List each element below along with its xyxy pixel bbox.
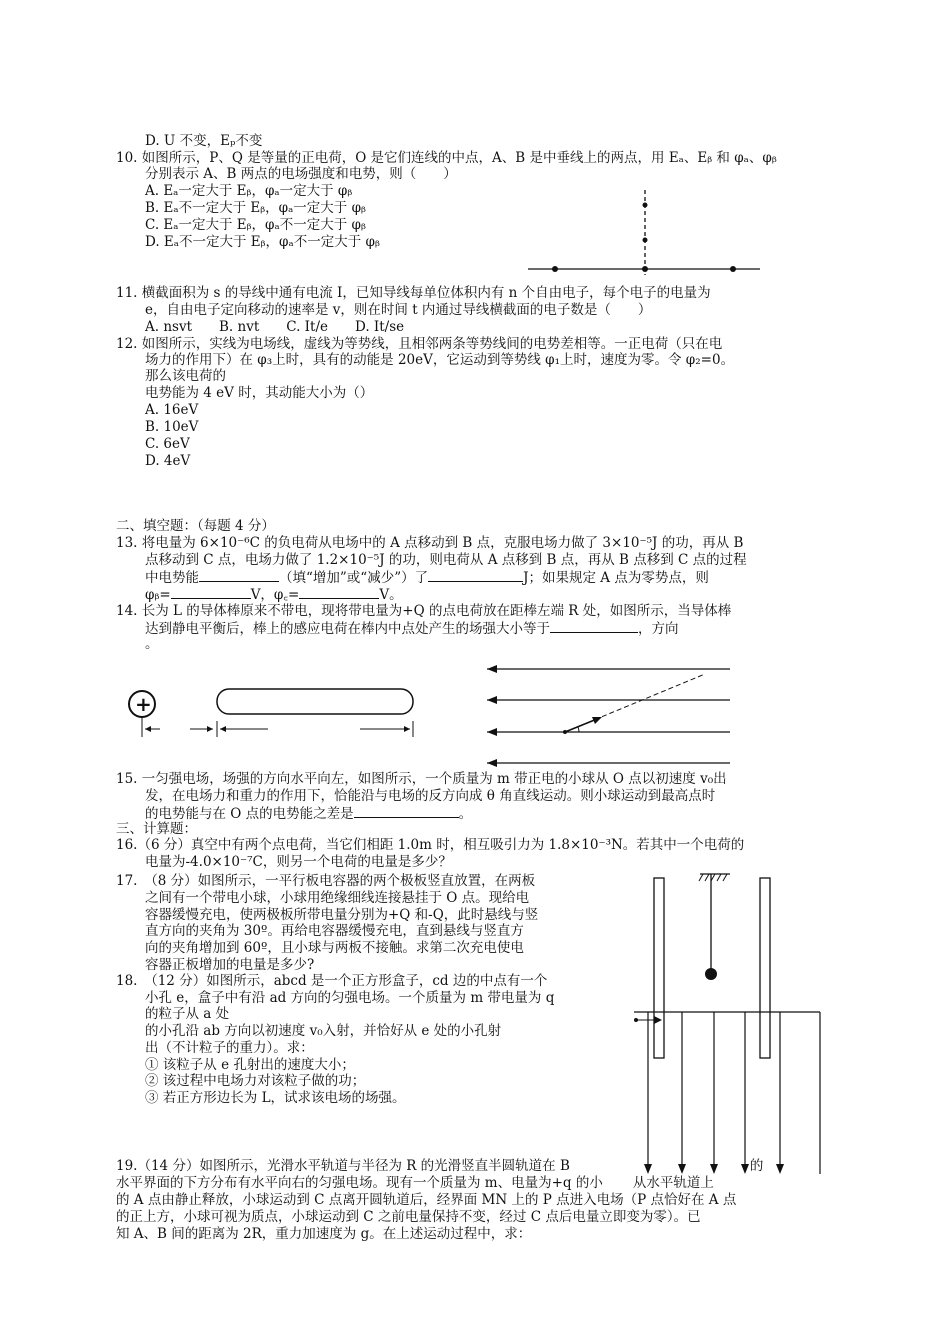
- q18-line4: 的小孔沿 ab 方向以初速度 v₀入射，并恰好从 e 处的小孔射: [145, 1023, 502, 1039]
- q13-text-c: J；如果规定 A 点为零势点，则: [523, 570, 709, 586]
- q17-line5: 向的夹角增加到 60º，且小球与两板不接触。求第二次充电使电: [145, 940, 524, 956]
- q12-stem-line3: 那么该电荷的: [145, 368, 226, 384]
- section-3-heading: 三、计算题：: [116, 821, 197, 837]
- q15-blank-energy-diff[interactable]: [354, 805, 459, 818]
- q10-stem-line2: 分别表示 A、B 两点的电场强度和电势，则（ ）: [145, 166, 457, 182]
- q10-option-a: A. Eₐ一定大于 Eᵦ，φₐ一定大于 φᵦ: [145, 183, 353, 199]
- ball-origin-o: [563, 730, 567, 734]
- q19-stem-line5: 知 A、B 间的距离为 2R，重力加速度为 g。在上述运动过程中，求：: [116, 1226, 532, 1242]
- point-charge-plus-label: +: [135, 692, 152, 716]
- q17-line1: 17. （8 分）如图所示，一平行板电容器的两个极板竖直放置，在两板: [116, 873, 536, 889]
- q18-line1: 18. （12 分）如图所示，abcd 是一个正方形盒子，cd 边的中点有一个: [116, 973, 548, 989]
- charge-q-dot: [730, 266, 736, 272]
- q14-stem-line3: 。: [145, 636, 159, 652]
- section-2-heading: 二、填空题：（每题 4 分）: [116, 518, 275, 534]
- q14-text-b: ，方向: [638, 621, 679, 637]
- q10-stem-line1: 10. 如图所示，P、Q 是等量的正电荷，O 是它们连线的中点，A、B 是中垂线上的两点，用 Eₐ、Eᵦ 和 φₐ、φᵦ: [116, 150, 777, 166]
- q11-options: A. nsvt B. nvt C. It/e D. It/se: [145, 319, 405, 335]
- q14-blank-field-strength[interactable]: [550, 620, 638, 633]
- q15-stem-line1: 15. 一匀强电场，场强的方向水平向左，如图所示，一个质量为 m 带正电的小球从 O 点以初速度 v₀出: [116, 771, 727, 787]
- q10-option-d: D. Eₐ不一定大于 Eᵦ，φₐ不一定大于 φᵦ: [145, 234, 380, 250]
- q14-text-a: 达到静电平衡后，棒上的感应电荷在棒内中点处产生的场强大小等于: [145, 621, 550, 637]
- q10-option-b: B. Eₐ不一定大于 Eᵦ，φₐ一定大于 φᵦ: [145, 200, 366, 216]
- q19-stem-line4: 的正上方，小球可视为质点，小球运动到 C 之前电量保持不变，经过 C 点后电量立即变为零）。已: [116, 1209, 701, 1225]
- q18-line6: ① 该粒子从 e 孔射出的速度大小；: [145, 1057, 355, 1073]
- q13-blank-phi-b[interactable]: [171, 586, 251, 599]
- q10-charges-figure: [520, 185, 770, 280]
- q17-line4: 直方向的夹角为 30º。再给电容器缓慢充电，直到悬线与竖直方: [145, 923, 524, 939]
- q12-option-c: C. 6eV: [145, 436, 190, 452]
- q12-stem-line2: 场力的作用下）在 φ₃上时，具有的动能是 20eV，它运动到等势线 φ₁上时，速度为零。令 φ₂=0。: [145, 352, 735, 368]
- q13-blank-phi-c[interactable]: [299, 586, 379, 599]
- q13-stem-line2: 点移动到 C 点，电场力做了 1.2×10⁻⁵J 的功，则电荷从 A 点移到 B 点，再从 B 点移到 C 点的过程: [145, 552, 747, 568]
- q13-blank-amount[interactable]: [428, 569, 523, 582]
- q18-line5: 出（不计粒子的重力）。求：: [145, 1040, 314, 1056]
- q13-blank-energy-change[interactable]: [199, 569, 279, 582]
- q19-stem-line2: [116, 1175, 714, 1191]
- q14-stem-line2: [145, 620, 679, 637]
- point-a-dot: [643, 203, 648, 208]
- q12-option-a: A. 16eV: [145, 402, 199, 418]
- charged-ball: [705, 968, 717, 980]
- q13-text-d: φᵦ=: [145, 587, 171, 603]
- capacitor-right-plate: [760, 878, 770, 1058]
- q17-q18-figure: [630, 870, 830, 1180]
- q17-line3: 容器缓慢充电，使两极板所带电量分别为+Q 和-Q，此时悬线与竖: [145, 907, 539, 923]
- q13-stem-line1: 13. 将电量为 6×10⁻⁶C 的负电荷从电场中的 A 点移动到 B 点，克服电场力做了 3×10⁻⁵J 的功，再从 B: [116, 535, 744, 551]
- midpoint-o-dot: [642, 266, 648, 272]
- conductor-rod: [217, 689, 413, 714]
- q12-stem-line1: 12. 如图所示，实线为电场线，虚线为等势线，且相邻两条等势线间的电势差相等。一正电荷（只在电: [116, 336, 723, 352]
- q13-text-a: 中电势能: [145, 570, 199, 586]
- q16-stem-line2: 电量为-4.0×10⁻⁷C，则另一个电荷的电量是多少？: [145, 854, 452, 870]
- q13-stem-line4: [145, 586, 403, 603]
- q10-option-c: C. Eₐ一定大于 Eᵦ，φₐ不一定大于 φᵦ: [145, 217, 366, 233]
- q14-rod-figure: [120, 685, 420, 745]
- q19-text-1b: 的: [749, 1158, 764, 1174]
- q18-line3: 的粒子从 a 处: [145, 1006, 230, 1022]
- q17-line2: 之间有一个带电小球，小球用绝缘细线连接悬挂于 O 点。现给电: [145, 890, 530, 906]
- q17-line6: 容器正板增加的电量是多少?: [145, 957, 315, 973]
- q13-text-b: （填“增加”或“减少”）了: [279, 570, 429, 586]
- q14-stem-line1: 14. 长为 L 的导体棒原来不带电，现将带电量为+Q 的点电荷放在距棒左端 R 处，如图所示，当导体棒: [116, 603, 732, 619]
- q19-text-2b: 从水平轨道上: [632, 1175, 714, 1191]
- q15-text-b: 。: [458, 806, 473, 822]
- q15-field-figure: [485, 660, 735, 770]
- q18-line7: ② 该过程中电场力对该粒子做的功；: [145, 1073, 366, 1089]
- q19-stem-line3: 的 A 点由静止释放，小球运动到 C 点离开圆轨道后，经界面 MN 上的 P 点进入电场（P 点恰好在 A 点: [116, 1192, 737, 1208]
- q9-option-d: D. U 不变，Eₚ不变: [145, 133, 263, 149]
- q11-stem-line2: e，自由电子定向移动的速率是 v，则在时间 t 内通过导线横截面的电子数是（ ）: [145, 302, 652, 318]
- q18-line8: ③ 若正方形边长为 L，试求该电场的场强。: [145, 1090, 406, 1106]
- q19-stem-line1: [116, 1158, 763, 1174]
- q19-text-2a: 水平界面的下方分布有水平向右的匀强电场。现有一个质量为 m、电量为+q 的小: [116, 1175, 603, 1191]
- q12-stem-line4: 电势能为 4 eV 时，其动能大小为（）: [145, 385, 374, 401]
- q15-text-a: 的电势能与在 O 点的电势能之差是: [145, 806, 354, 822]
- q12-option-b: B. 10eV: [145, 419, 199, 435]
- q15-stem-line2: 发，在电场力和重力的作用下，恰能沿与电场的反方向成 θ 角直线运动。则小球运动到最高点时: [145, 788, 716, 804]
- q13-text-e: V，φ꜀=: [250, 587, 300, 603]
- charge-p-dot: [552, 266, 558, 272]
- q19-text-1a: 19.（14 分）如图所示，光滑水平轨道与半径为 R 的光滑竖直半圆轨道在 B: [116, 1158, 570, 1174]
- capacitor-left-plate: [654, 878, 664, 1058]
- q12-option-d: D. 4eV: [145, 453, 191, 469]
- q15-stem-line3: [145, 805, 472, 822]
- q13-text-f: V。: [379, 587, 403, 603]
- point-b-dot: [643, 238, 648, 243]
- q13-stem-line3: [145, 569, 709, 586]
- q18-line2: 小孔 e，盒子中有沿 ad 方向的匀强电场。一个质量为 m 带电量为 q: [145, 990, 555, 1006]
- q16-stem-line1: 16.（6 分）真空中有两个点电荷，当它们相距 1.0m 时，相互吸引力为 1.8×10⁻³N。若其中一个电荷的: [116, 837, 745, 853]
- q11-stem-line1: 11. 横截面积为 s 的导线中通有电流 I，已知导线每单位体积内有 n 个自由电子，每个电子的电量为: [116, 285, 711, 301]
